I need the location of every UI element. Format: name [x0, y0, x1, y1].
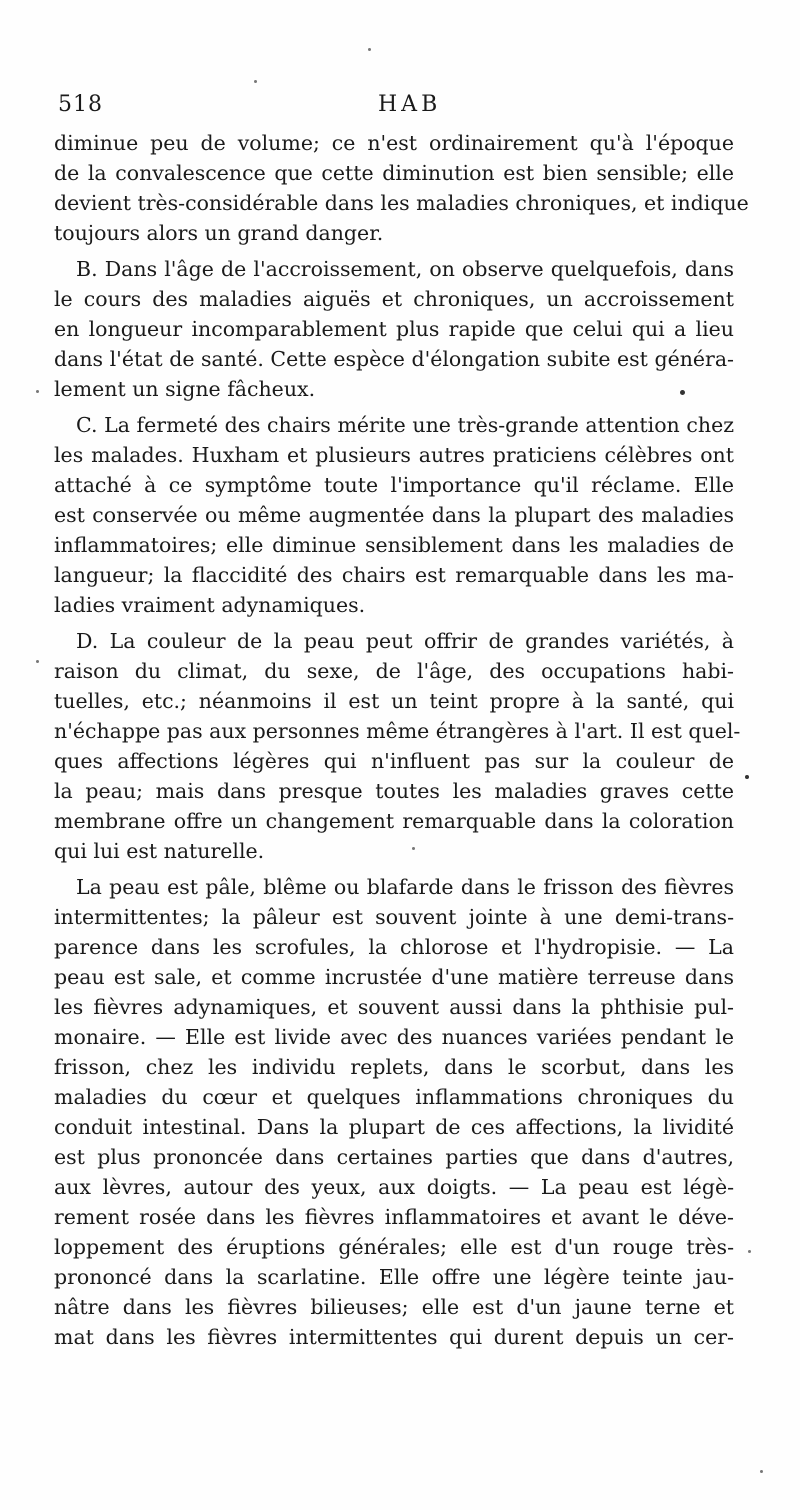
text-line: monaire. — Elle est livide avec des nuances variées pendant le	[54, 1025, 734, 1049]
paragraph	[54, 410, 734, 620]
text-line: devient très-considérable dans les maladies chroniques, et indique	[54, 191, 749, 215]
text-line: langueur; la flaccidité des chairs est remarquable dans les ma-	[54, 563, 734, 587]
running-head: HAB	[378, 92, 442, 117]
text-line: D. La couleur de la peau peut offrir de grandes variétés, à	[76, 629, 734, 653]
text-line: lement un signe fâcheux.	[54, 377, 316, 401]
text-line: en longueur incomparablement plus rapide que celui qui a lieu	[54, 317, 734, 341]
text-line: les malades. Huxham et plusieurs autres praticiens célèbres ont	[54, 443, 734, 467]
text-line: diminue peu de volume; ce n'est ordinairement qu'à l'époque	[54, 131, 734, 155]
text-line: aux lèvres, autour des yeux, aux doigts. — La peau est légè-	[54, 1175, 734, 1199]
text-line: est plus prononcée dans certaines parties que dans d'autres,	[54, 1145, 734, 1169]
scan-speck	[368, 48, 371, 51]
scan-speck	[412, 847, 415, 850]
text-line: B. Dans l'âge de l'accroissement, on observe quelquefois, dans	[76, 257, 734, 281]
scan-speck	[36, 660, 39, 663]
text-line: frisson, chez les individu replets, dans le scorbut, dans les	[54, 1055, 734, 1079]
text-line: n'échappe pas aux personnes même étrangères à l'art. Il est quel-	[54, 719, 741, 743]
text-line: toujours alors un grand danger.	[54, 221, 384, 245]
text-line: peau est sale, et comme incrustée d'une matière terreuse dans	[54, 965, 734, 989]
text-line: tuelles, etc.; néanmoins il est un teint propre à la santé, qui	[54, 689, 734, 713]
text-line: raison du climat, du sexe, de l'âge, des occupations habi-	[54, 659, 734, 683]
text-line: parence dans les scrofules, la chlorose et l'hydropisie. — La	[54, 935, 734, 959]
text-line: de la convalescence que cette diminution est bien sensible; elle	[54, 161, 734, 185]
text-line: rement rosée dans les fièvres inflammatoires et avant le déve-	[54, 1205, 734, 1229]
text-line: les fièvres adynamiques, et souvent aussi dans la phthisie pul-	[54, 995, 734, 1019]
scan-speck	[745, 775, 749, 779]
text-line: prononcé dans la scarlatine. Elle offre une légère teinte jau-	[54, 1265, 734, 1289]
text-line: maladies du cœur et quelques inflammations chroniques du	[54, 1085, 734, 1109]
paragraph	[54, 254, 734, 404]
text-line: le cours des maladies aiguës et chroniques, un accroissement	[54, 287, 734, 311]
paragraph	[54, 128, 749, 248]
text-line: dans l'état de santé. Cette espèce d'élongation subite est généra-	[54, 347, 734, 371]
text-line: est conservée ou même augmentée dans la plupart des maladies	[54, 503, 734, 527]
paragraph	[54, 626, 741, 866]
text-line: conduit intestinal. Dans la plupart de ces affections, la lividité	[54, 1115, 734, 1139]
text-line: intermittentes; la pâleur est souvent jointe à une demi-trans-	[54, 905, 734, 929]
text-line: qui lui est naturelle.	[54, 839, 265, 863]
body-text	[54, 128, 749, 1352]
text-line: loppement des éruptions générales; elle est d'un rouge très-	[54, 1235, 734, 1259]
scan-speck	[254, 80, 257, 83]
text-line: membrane offre un changement remarquable dans la coloration	[54, 809, 734, 833]
text-line: nâtre dans les fièvres bilieuses; elle est d'un jaune terne et	[54, 1295, 734, 1319]
text-line: ques affections légères qui n'influent pas sur la couleur de	[54, 749, 734, 773]
text-line: la peau; mais dans presque toutes les maladies graves cette	[54, 779, 734, 803]
scan-speck	[36, 390, 39, 393]
page-number: 518	[58, 92, 103, 117]
text-line: C. La fermeté des chairs mérite une très-grande attention chez	[76, 413, 734, 437]
text-line: attaché à ce symptôme toute l'importance qu'il réclame. Elle	[54, 473, 734, 497]
text-line: mat dans les fièvres intermittentes qui durent depuis un cer-	[54, 1325, 734, 1349]
paragraph	[54, 872, 734, 1352]
text-line: ladies vraiment adynamiques.	[54, 593, 366, 617]
scan-speck	[680, 390, 685, 395]
scan-speck	[748, 1250, 751, 1253]
text-line: inflammatoires; elle diminue sensiblement dans les maladies de	[54, 533, 734, 557]
scan-speck	[760, 1470, 763, 1473]
text-line: La peau est pâle, blême ou blafarde dans le frisson des fièvres	[76, 875, 734, 899]
page-header	[58, 92, 738, 126]
